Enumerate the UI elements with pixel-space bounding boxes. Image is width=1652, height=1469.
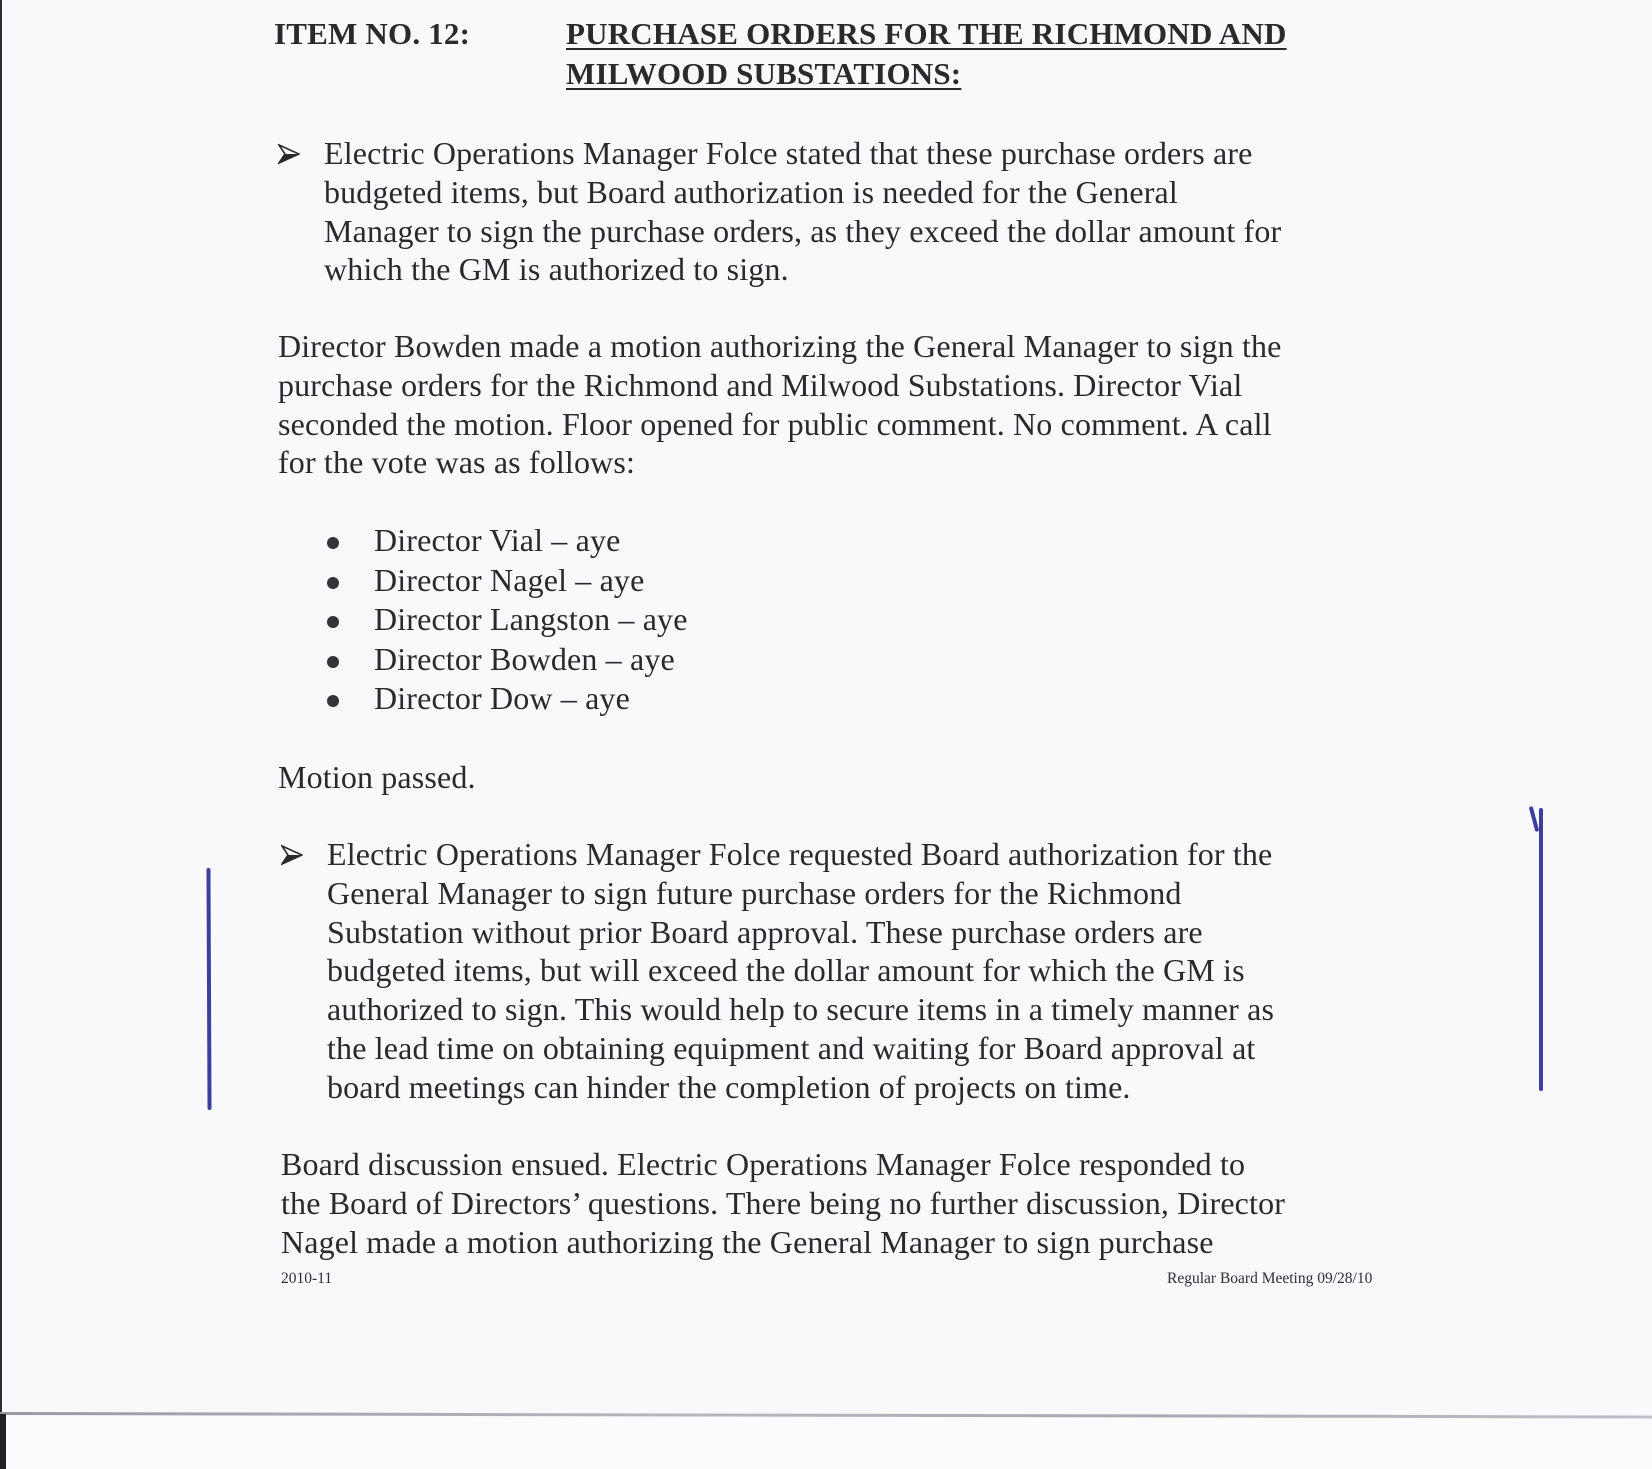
text-line: board meetings can hinder the completion of projects on time. xyxy=(327,1068,1131,1105)
text-line: budgeted items, but Board authorization is needed for the General xyxy=(324,173,1178,210)
text-line: the lead time on obtaining equipment and waiting for Board approval at xyxy=(327,1029,1256,1066)
motion-paragraph xyxy=(278,327,1282,482)
text-line: General Manager to sign future purchase orders for the Richmond xyxy=(327,874,1182,911)
vote-text: Director Nagel – aye xyxy=(374,561,645,598)
text-line: which the GM is authorized to sign. xyxy=(324,251,789,288)
text-line: purchase orders for the Richmond and Milwood Substations. Director Vial xyxy=(278,366,1243,403)
bullet-dot-icon xyxy=(327,616,339,628)
text-line: Board discussion ensued. Electric Operations Manager Folce responded to xyxy=(281,1146,1246,1182)
arrowhead-bullet-icon xyxy=(281,844,303,866)
footer-page-code: 2010-11 xyxy=(281,1270,333,1287)
discussion-paragraph xyxy=(281,1145,1285,1261)
bullet-dot-icon xyxy=(327,695,339,707)
text-line: the Board of Directors’ questions. There being no further discussion, Director xyxy=(281,1184,1286,1221)
bullet-dot-icon xyxy=(327,656,339,668)
scan-background-below-page xyxy=(6,1415,1652,1469)
text-line: Electric Operations Manager Folce requested Board authorization for the xyxy=(327,836,1273,872)
scan-page-left-edge xyxy=(0,0,2,1414)
footer-meeting-date: Regular Board Meeting 09/28/10 xyxy=(1167,1270,1373,1287)
vote-text: Director Dow – aye xyxy=(374,680,630,717)
text-line: for the vote was as follows: xyxy=(278,444,636,481)
bullet-dot-icon xyxy=(327,537,339,549)
vote-text: Director Bowden – aye xyxy=(374,640,675,677)
text-line: Director Bowden made a motion authorizing the General Manager to sign the xyxy=(278,328,1282,364)
motion-result xyxy=(278,758,476,797)
right-margin-pen-mark xyxy=(1539,808,1543,1091)
text-line: authorized to sign. This would help to secure items in a timely manner as xyxy=(327,991,1275,1028)
item-title xyxy=(566,14,1466,94)
text-line: Nagel made a motion authorizing the General Manager to sign purchase xyxy=(281,1223,1214,1260)
vote-text: Director Vial – aye xyxy=(374,522,621,558)
arrowhead-bullet-icon xyxy=(278,143,300,165)
item-title-line: PURCHASE ORDERS FOR THE RICHMOND AND xyxy=(566,16,1287,51)
text-line: budgeted items, but will exceed the dollar amount for which the GM is xyxy=(327,952,1245,989)
right-margin-pen-mark-hook xyxy=(1529,806,1540,832)
text-line: Electric Operations Manager Folce stated that these purchase orders are xyxy=(324,135,1253,171)
scan-dark-strip xyxy=(0,1414,6,1469)
vote-text: Director Langston – aye xyxy=(374,601,688,638)
text-line: Motion passed. xyxy=(278,759,476,795)
arrow-bullet-text xyxy=(324,134,1281,289)
left-margin-pen-mark xyxy=(206,868,211,1110)
text-line: Manager to sign the purchase orders, as they exceed the dollar amount for xyxy=(324,212,1282,249)
bullet-dot-icon xyxy=(327,577,339,589)
item-title-line: MILWOOD SUBSTATIONS: xyxy=(566,56,962,91)
text-line: seconded the motion. Floor opened for public comment. No comment. A call xyxy=(278,405,1272,442)
item-number-label: ITEM NO. 12: xyxy=(274,16,471,51)
arrow-bullet-text xyxy=(327,835,1274,1107)
text-line: Substation without prior Board approval. These purchase orders are xyxy=(327,913,1203,950)
